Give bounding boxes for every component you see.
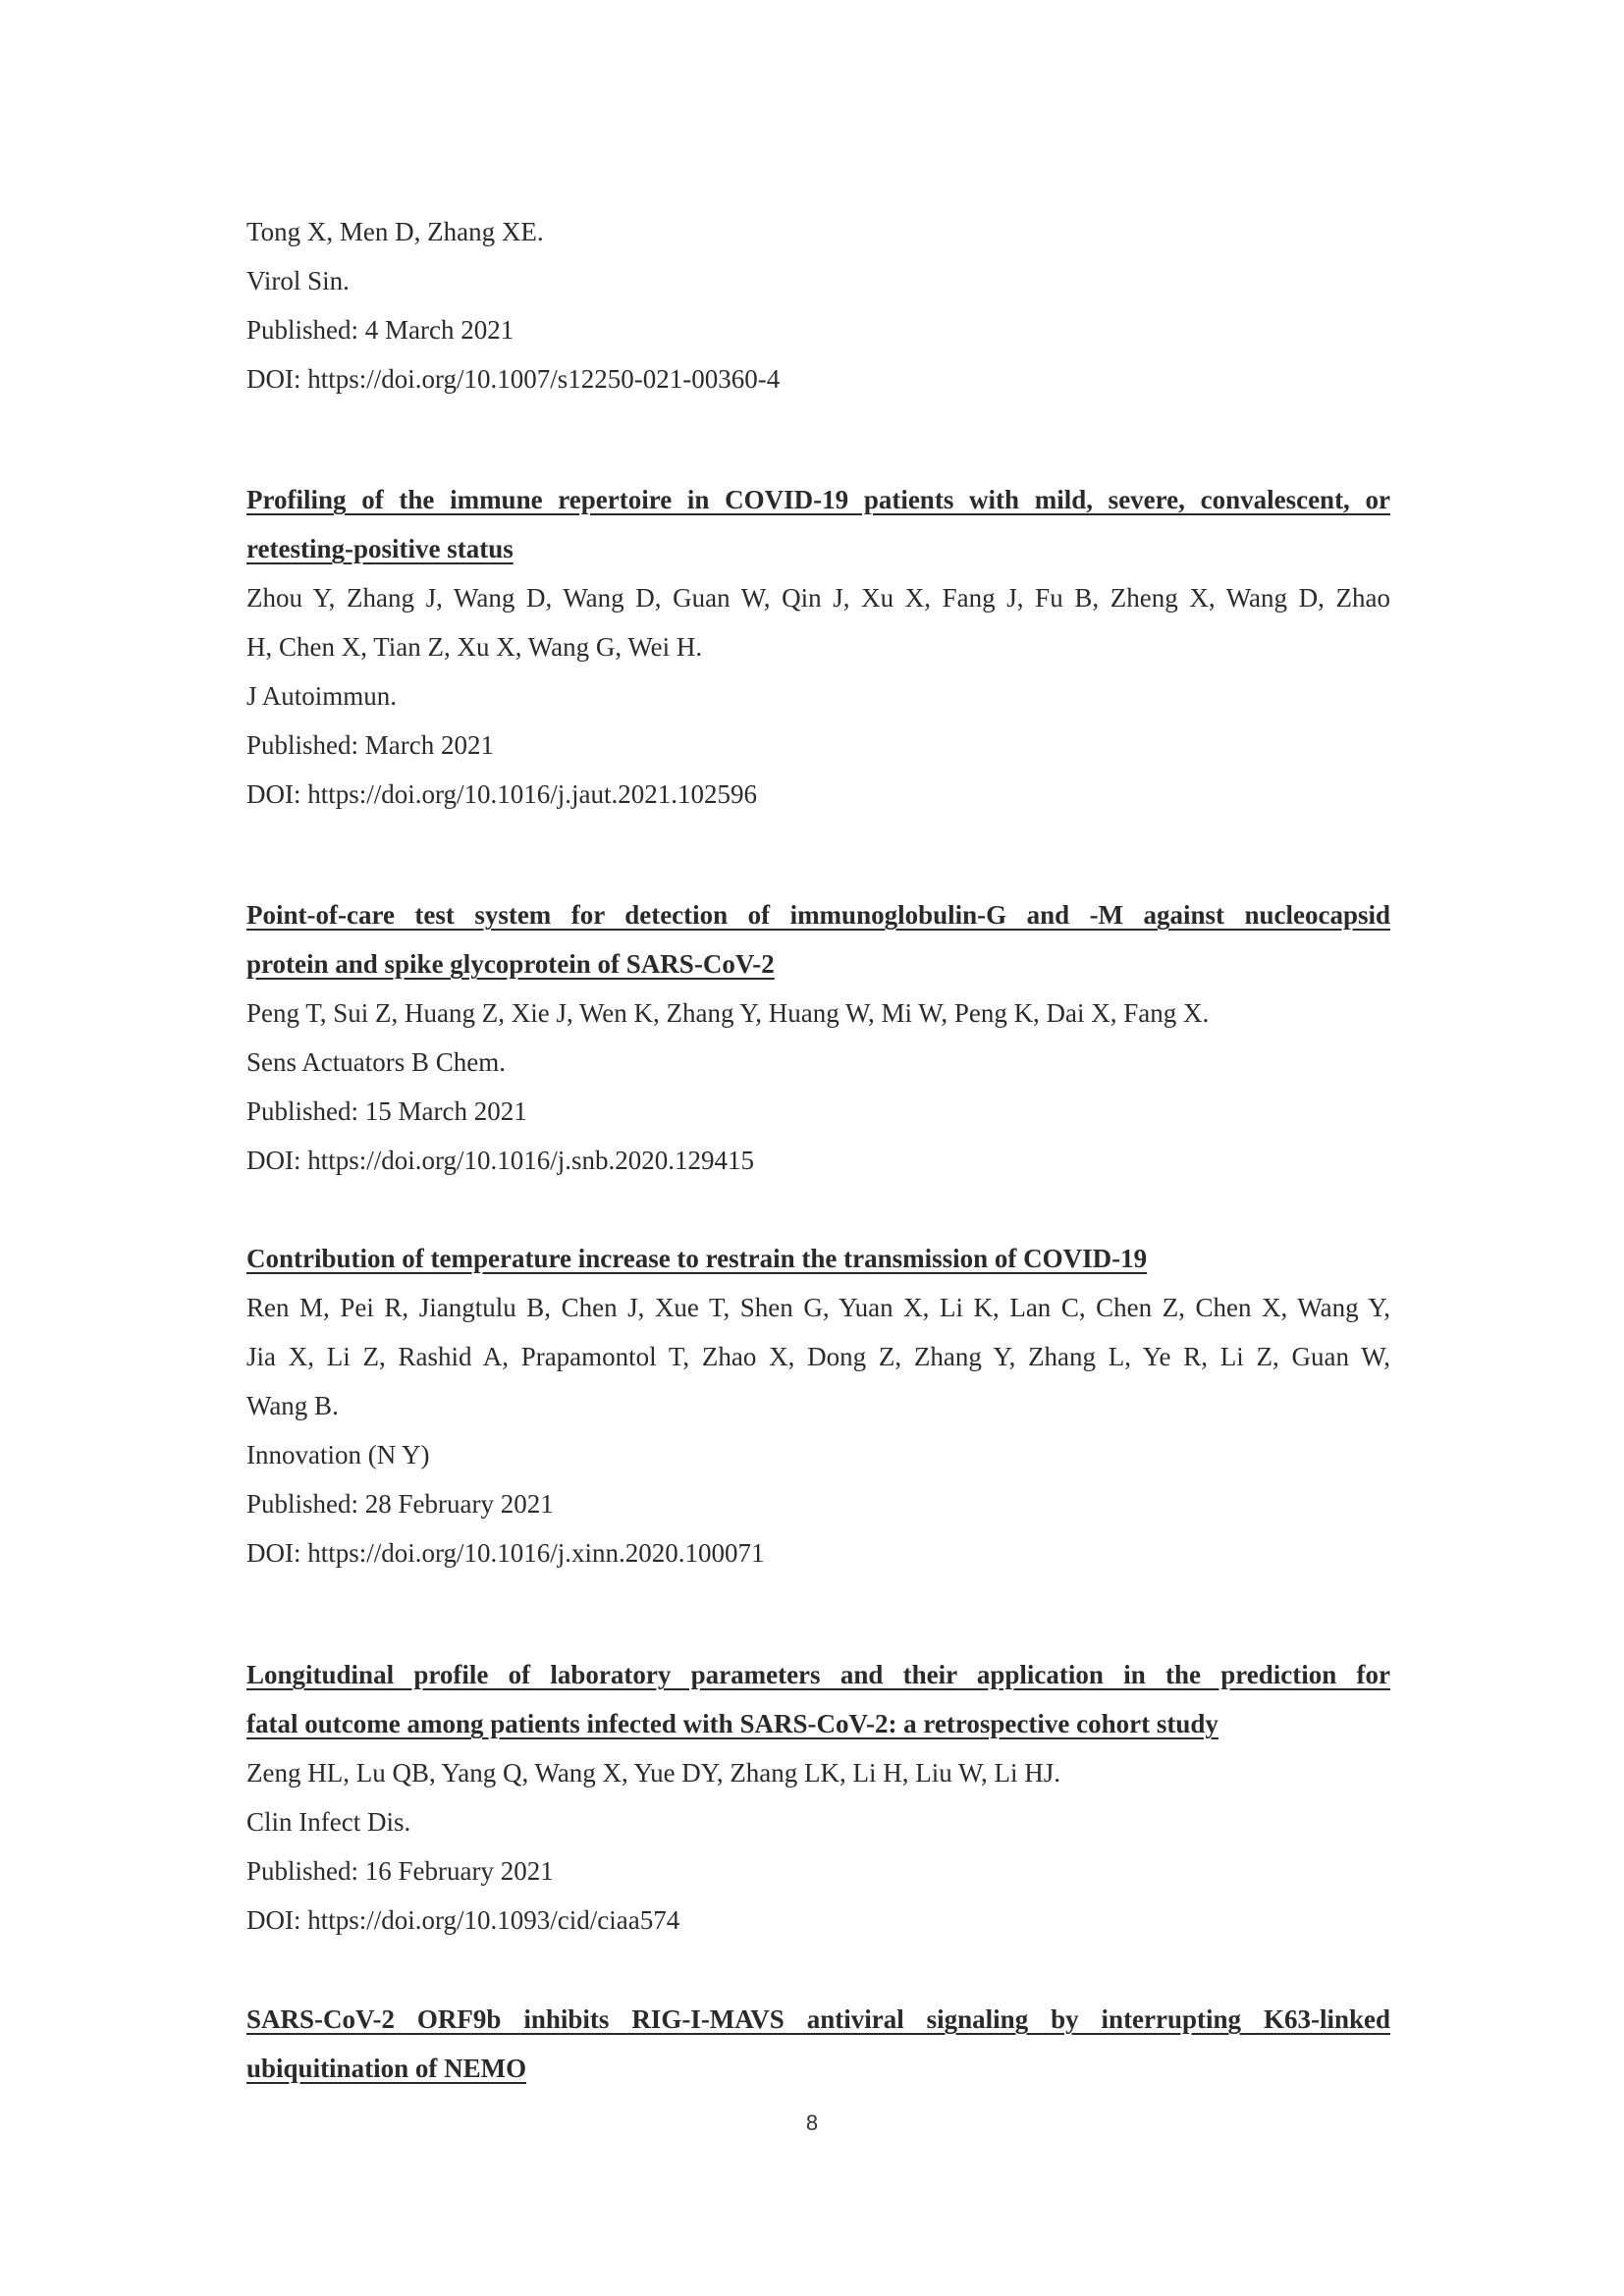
entry-authors: Zhou Y, Zhang J, Wang D, Wang D, Guan W, Qin J, Xu X, Fang J, Fu B, Zheng X, Wang D, Zhao bbox=[246, 583, 1390, 613]
entry-doi: DOI: https://doi.org/10.1016/j.snb.2020.129415 bbox=[246, 1146, 755, 1175]
entry-authors: Wang B. bbox=[246, 1391, 339, 1420]
page-number: 8 bbox=[805, 2110, 819, 2135]
entry-published: Published: 15 March 2021 bbox=[246, 1096, 527, 1126]
entry-published: Published: 4 March 2021 bbox=[246, 315, 514, 345]
entry-authors: Tong X, Men D, Zhang XE. bbox=[246, 217, 544, 246]
entry-doi: DOI: https://doi.org/10.1007/s12250-021-00360-4 bbox=[246, 364, 781, 394]
entry-title[interactable]: Point-of-care test system for detection of immunoglobulin-G and -M against nucleocapsid bbox=[246, 900, 1390, 930]
entry-authors: Zeng HL, Lu QB, Yang Q, Wang X, Yue DY, Zhang LK, Li H, Liu W, Li HJ. bbox=[246, 1758, 1061, 1788]
entry-authors: Peng T, Sui Z, Huang Z, Xie J, Wen K, Zhang Y, Huang W, Mi W, Peng K, Dai X, Fang X. bbox=[246, 998, 1210, 1028]
entry-published: Published: 28 February 2021 bbox=[246, 1489, 554, 1519]
entry-journal: Virol Sin. bbox=[246, 266, 350, 295]
entry-doi: DOI: https://doi.org/10.1093/cid/ciaa574 bbox=[246, 1905, 680, 1935]
entry-doi: DOI: https://doi.org/10.1016/j.xinn.2020.100071 bbox=[246, 1538, 765, 1568]
entry-title[interactable]: protein and spike glycoprotein of SARS-CoV-2 bbox=[246, 949, 775, 979]
entry-title[interactable]: SARS-CoV-2 ORF9b inhibits RIG-I-MAVS antiviral signaling by interrupting K63-linked bbox=[246, 2004, 1390, 2034]
entry-authors: H, Chen X, Tian Z, Xu X, Wang G, Wei H. bbox=[246, 632, 703, 662]
entry-title[interactable]: Profiling of the immune repertoire in COVID-19 patients with mild, severe, convalescent, or bbox=[246, 485, 1390, 514]
entry-title[interactable]: ubiquitination of NEMO bbox=[246, 2054, 527, 2083]
entry-journal: Clin Infect Dis. bbox=[246, 1807, 411, 1837]
entry-journal: J Autoimmun. bbox=[246, 681, 398, 711]
entry-title[interactable]: retesting-positive status bbox=[246, 534, 514, 563]
entry-title[interactable]: Contribution of temperature increase to restrain the transmission of COVID-19 bbox=[246, 1244, 1148, 1273]
entry-authors: Ren M, Pei R, Jiangtulu B, Chen J, Xue T, Shen G, Yuan X, Li K, Lan C, Chen Z, Chen X, Wang Y, bbox=[246, 1293, 1390, 1322]
entry-authors: Jia X, Li Z, Rashid A, Prapamontol T, Zhao X, Dong Z, Zhang Y, Zhang L, Ye R, Li Z, Guan W, bbox=[246, 1342, 1390, 1371]
entry-published: Published: 16 February 2021 bbox=[246, 1856, 554, 1886]
entry-journal: Innovation (N Y) bbox=[246, 1440, 430, 1469]
entry-title[interactable]: fatal outcome among patients infected with SARS-CoV-2: a retrospective cohort study bbox=[246, 1709, 1218, 1738]
entry-published: Published: March 2021 bbox=[246, 730, 494, 760]
entry-title[interactable]: Longitudinal profile of laboratory parameters and their application in the prediction for bbox=[246, 1660, 1390, 1689]
entry-journal: Sens Actuators B Chem. bbox=[246, 1047, 506, 1077]
entry-doi: DOI: https://doi.org/10.1016/j.jaut.2021.102596 bbox=[246, 779, 758, 809]
